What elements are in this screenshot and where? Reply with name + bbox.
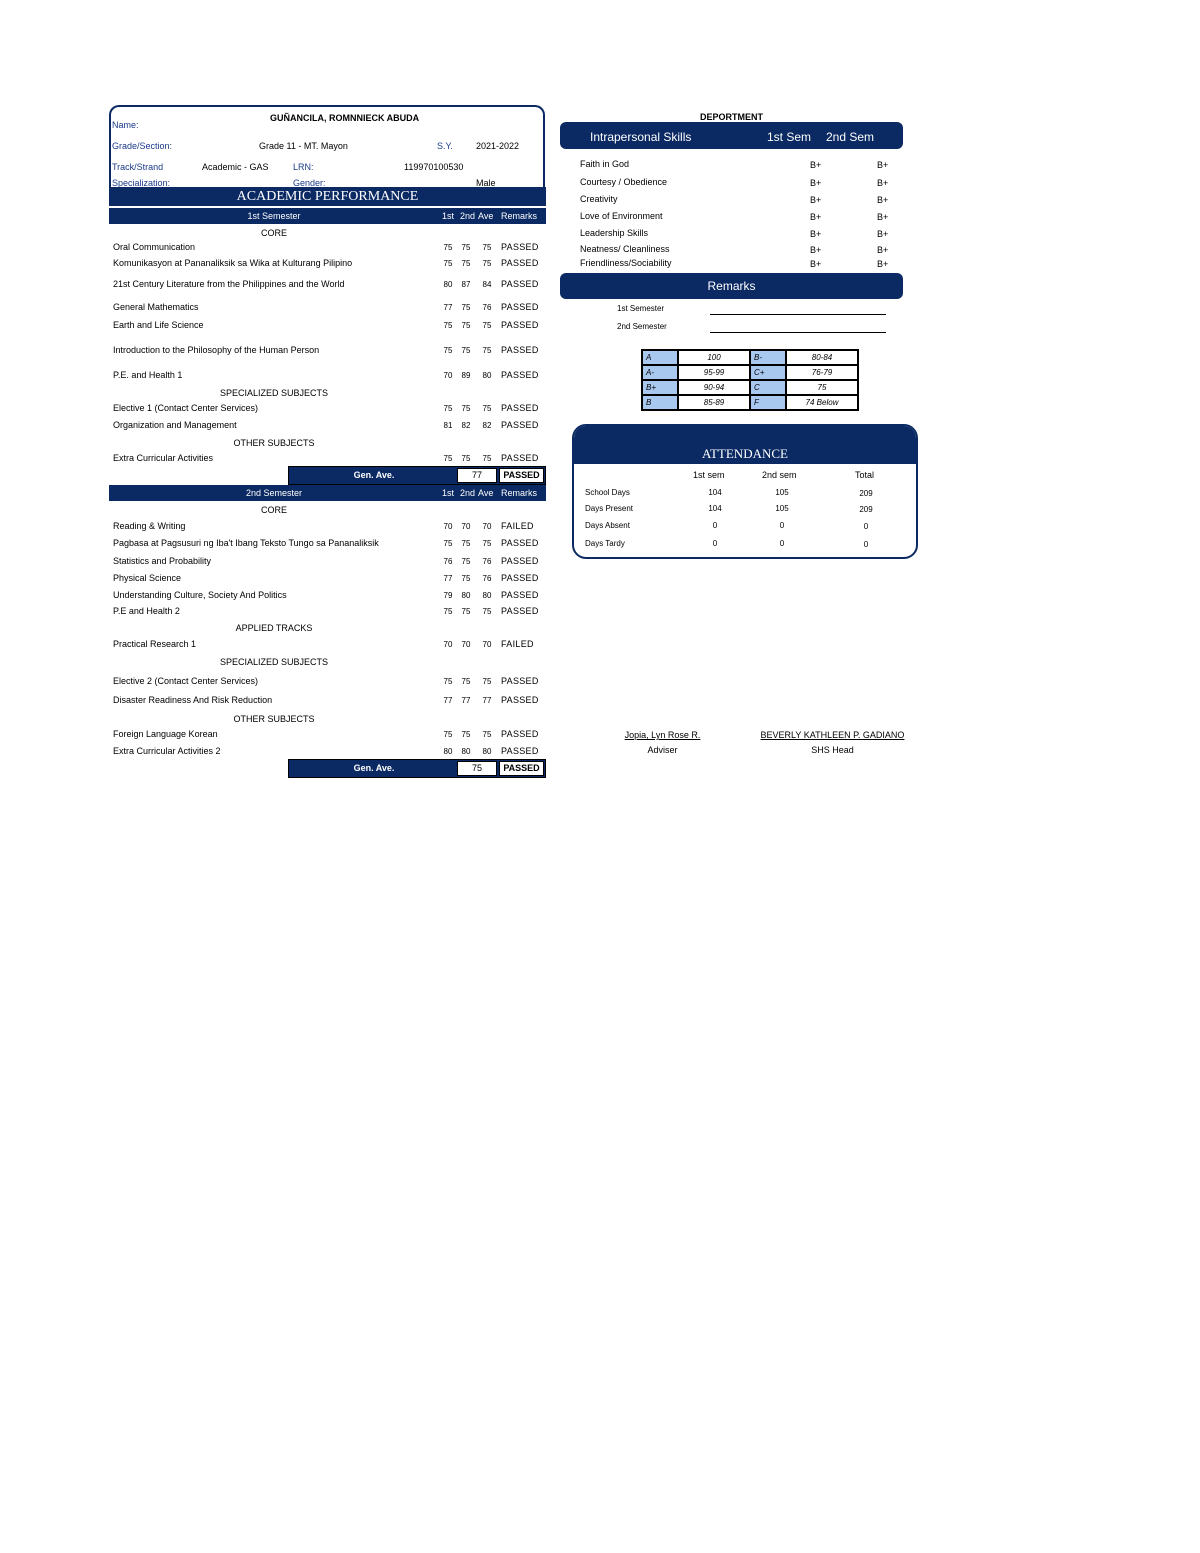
col-2nd: 2nd (460, 488, 476, 498)
subject-row (109, 300, 546, 316)
attendance-row (585, 537, 885, 553)
attendance-sem1: 0 (712, 539, 718, 548)
grade-remarks: PASSED (501, 695, 539, 705)
grade-2nd: 75 (461, 574, 471, 583)
trait-sem2: B+ (877, 229, 889, 239)
trait-sem1: B+ (810, 160, 822, 170)
grade-1st: 75 (443, 404, 453, 413)
remarks-sem1-line (710, 314, 886, 315)
scale-letter: A (642, 350, 678, 365)
sem1-other-label: OTHER SUBJECTS (233, 438, 315, 448)
grade-ave: 75 (482, 607, 492, 616)
scale-letter: A- (642, 365, 678, 380)
grade-remarks: PASSED (501, 320, 539, 330)
specialization-label: Specialization: (112, 178, 171, 187)
subject-name: Elective 2 (Contact Center Services) (113, 676, 259, 686)
grade-1st: 80 (443, 747, 453, 756)
gen-ave-value: 75 (457, 761, 497, 776)
grade-ave: 75 (482, 677, 492, 686)
attendance-row (585, 519, 885, 535)
sem1-core-label: CORE (260, 228, 287, 238)
subject-row (109, 451, 546, 467)
trait-name: Friendliness/Sociability (580, 258, 672, 268)
attendance-label: School Days (585, 488, 630, 497)
grade-ave: 75 (482, 454, 492, 463)
sy-label: S.Y. (437, 141, 453, 151)
grade-2nd: 80 (461, 747, 471, 756)
deportment-header (560, 122, 903, 149)
trait-name: Faith in God (580, 159, 630, 169)
track-label: Track/Strand (112, 162, 164, 172)
trait-sem2: B+ (877, 212, 889, 222)
trait-sem2: B+ (877, 259, 889, 269)
grade-remarks: PASSED (501, 729, 539, 739)
subject-name: Pagbasa at Pagsusuri ng Iba't Ibang Teksto Tungo sa Pananaliksik (113, 538, 379, 548)
grade-1st: 75 (443, 539, 453, 548)
grade-2nd: 75 (461, 259, 471, 268)
sem2-specialized-label: SPECIALIZED SUBJECTS (219, 657, 329, 667)
subject-name: Elective 1 (Contact Center Services) (113, 403, 259, 413)
attendance-sem1: 104 (708, 504, 722, 513)
sem1-specialized-label: SPECIALIZED SUBJECTS (219, 388, 329, 398)
trait-name: Love of Environment (580, 211, 663, 221)
subject-name: General Mathematics (113, 302, 199, 312)
subject-row (109, 674, 546, 690)
sem2-title: 2nd Semester (245, 488, 303, 498)
grade-ave: 80 (482, 591, 492, 600)
lrn-label: LRN: (293, 162, 314, 172)
subject-name: P.E. and Health 1 (113, 370, 183, 380)
deportment-row (580, 209, 900, 225)
subject-row (109, 318, 546, 334)
remarks-header: Remarks (560, 273, 903, 299)
academic-title: ACADEMIC PERFORMANCE (109, 187, 546, 206)
grade-2nd: 75 (461, 607, 471, 616)
grade-1st: 79 (443, 591, 453, 600)
subject-row (109, 744, 546, 760)
deportment-row (580, 175, 900, 191)
attendance-sem1: 104 (708, 488, 722, 497)
attendance-total: 0 (863, 540, 869, 549)
grade-2nd: 80 (461, 591, 471, 600)
grade-1st: 70 (443, 522, 453, 531)
subject-name: Earth and Life Science (113, 320, 204, 330)
grade-2nd: 89 (461, 371, 471, 380)
subject-name: Foreign Language Korean (113, 729, 218, 739)
deportment-col-2nd: 2nd Sem (826, 130, 875, 144)
attendance-sem2: 105 (775, 488, 789, 497)
head-title: SHS Head (811, 745, 854, 755)
grade-remarks: PASSED (501, 370, 539, 380)
subject-name: 21st Century Literature from the Philippines and the World (113, 279, 345, 289)
gen-ave-remarks: PASSED (499, 468, 544, 483)
subject-row (109, 418, 546, 434)
grade-1st: 75 (443, 677, 453, 686)
subject-row (109, 637, 546, 653)
subject-name: Statistics and Probability (113, 556, 212, 566)
sem1-header (109, 208, 546, 224)
scale-letter: B (642, 395, 678, 410)
sem2-gen-ave (288, 759, 546, 778)
attendance-total: 0 (863, 522, 869, 531)
grade-ave: 75 (482, 404, 492, 413)
sem1-title: 1st Semester (247, 211, 301, 221)
grade-remarks: FAILED (501, 639, 534, 649)
sem1-gen-ave (288, 466, 546, 485)
grade-ave: 70 (482, 522, 492, 531)
subject-row (109, 277, 546, 293)
attendance-total: 209 (859, 489, 873, 498)
trait-sem1: B+ (810, 245, 822, 255)
scale-range: 95-99 (678, 365, 750, 380)
gen-ave-value: 77 (457, 468, 497, 483)
grade-ave: 80 (482, 371, 492, 380)
grade-ave: 75 (482, 539, 492, 548)
grade-ave: 75 (482, 259, 492, 268)
col-ave: Ave (478, 488, 494, 498)
scale-row (642, 380, 858, 395)
grade-ave: 82 (482, 421, 492, 430)
gen-ave-label: Gen. Ave. (353, 763, 395, 773)
trait-sem1: B+ (810, 229, 822, 239)
scale-letter: C+ (750, 365, 786, 380)
grade-1st: 76 (443, 557, 453, 566)
col-ave: Ave (478, 211, 494, 221)
remarks-sem1-label: 1st Semester (617, 304, 665, 313)
scale-range: 76-79 (786, 365, 858, 380)
grade-remarks: PASSED (501, 676, 539, 686)
subject-row (109, 604, 546, 620)
subject-row (109, 693, 546, 709)
subject-name: Disaster Readiness And Risk Reduction (113, 695, 273, 705)
grade-remarks: PASSED (501, 403, 539, 413)
grade-ave: 76 (482, 557, 492, 566)
grade-1st: 77 (443, 303, 453, 312)
trait-sem2: B+ (877, 245, 889, 255)
sem2-core-label: CORE (260, 505, 287, 515)
grading-scale-table (641, 349, 859, 411)
trait-sem1: B+ (810, 195, 822, 205)
grade-ave: 84 (482, 280, 492, 289)
trait-sem2: B+ (877, 178, 889, 188)
grade-2nd: 75 (461, 539, 471, 548)
trait-name: Creativity (580, 194, 618, 204)
grade-2nd: 75 (461, 730, 471, 739)
grade-2nd: 87 (461, 280, 471, 289)
subject-row (109, 368, 546, 384)
subject-name: Practical Research 1 (113, 639, 197, 649)
trait-sem2: B+ (877, 160, 889, 170)
attendance-title: ATTENDANCE (702, 446, 788, 461)
school-year: 2021-2022 (476, 141, 520, 151)
attendance-header (574, 426, 916, 464)
subject-row (109, 343, 546, 359)
grade-ave: 77 (482, 696, 492, 705)
trait-name: Leadership Skills (580, 228, 649, 238)
col-1st: 1st (442, 488, 455, 498)
grade-remarks: FAILED (501, 521, 534, 531)
scale-letter: B+ (642, 380, 678, 395)
attendance-label: Days Present (585, 504, 634, 513)
grade-ave: 80 (482, 747, 492, 756)
gen-ave-remarks: PASSED (499, 761, 544, 776)
grade-remarks: PASSED (501, 345, 539, 355)
subject-row (109, 554, 546, 570)
remarks-sem2-label: 2nd Semester (617, 322, 667, 331)
grade-remarks: PASSED (501, 606, 539, 616)
grade-1st: 75 (443, 454, 453, 463)
grade-remarks: PASSED (501, 242, 539, 252)
grade-remarks: PASSED (501, 590, 539, 600)
grade-remarks: PASSED (501, 302, 539, 312)
attendance-col-1st: 1st sem (693, 470, 725, 480)
grade-2nd: 75 (461, 404, 471, 413)
attendance-row (585, 502, 885, 518)
attendance-total: 209 (859, 505, 873, 514)
grade-remarks: PASSED (501, 420, 539, 430)
scale-letter: B- (750, 350, 786, 365)
grade-ave: 75 (482, 243, 492, 252)
grade-remarks: PASSED (501, 453, 539, 463)
grade-2nd: 77 (461, 696, 471, 705)
subject-name: Introduction to the Philosophy of the Human Person (113, 345, 320, 355)
subject-name: Extra Curricular Activities 2 (113, 746, 221, 756)
attendance-label: Days Tardy (585, 539, 625, 548)
sem2-header (109, 485, 546, 501)
grade-ave: 75 (482, 730, 492, 739)
subject-row (109, 240, 546, 256)
grade-remarks: PASSED (501, 746, 539, 756)
grade-section: Grade 11 - MT. Mayon (259, 141, 348, 151)
subject-row (109, 536, 546, 552)
subject-name: Extra Curricular Activities (113, 453, 214, 463)
attendance-col-2nd: 2nd sem (762, 470, 797, 480)
grade-section-label: Grade/Section: (112, 141, 173, 151)
student-name: GUÑANCILA, ROMNNIECK ABUDA (270, 113, 420, 123)
scale-row (642, 365, 858, 380)
grade-2nd: 75 (461, 321, 471, 330)
grade-1st: 75 (443, 259, 453, 268)
attendance-sem2: 0 (779, 539, 785, 548)
grade-1st: 81 (443, 421, 453, 430)
grade-1st: 70 (443, 640, 453, 649)
gender: Male (476, 178, 496, 187)
grade-1st: 75 (443, 243, 453, 252)
grade-1st: 77 (443, 574, 453, 583)
scale-range: 74 Below (786, 395, 858, 410)
grade-1st: 75 (443, 730, 453, 739)
col-2nd: 2nd (460, 211, 476, 221)
subject-row (109, 588, 546, 604)
gen-ave-label: Gen. Ave. (353, 470, 395, 480)
remarks-sem2-line (710, 332, 886, 333)
trait-sem2: B+ (877, 195, 889, 205)
grade-ave: 75 (482, 321, 492, 330)
grade-1st: 75 (443, 321, 453, 330)
grade-ave: 76 (482, 574, 492, 583)
trait-sem1: B+ (810, 212, 822, 222)
trait-sem1: B+ (810, 259, 822, 269)
track: Academic - GAS (202, 162, 269, 172)
adviser-name: Jopia, Lyn Rose R. (624, 730, 701, 740)
attendance-col-total: Total (855, 470, 875, 480)
grade-1st: 75 (443, 607, 453, 616)
scale-range: 75 (786, 380, 858, 395)
grade-remarks: PASSED (501, 556, 539, 566)
lrn: 119970100530 (404, 162, 464, 172)
attendance-label: Days Absent (585, 521, 630, 530)
trait-name: Neatness/ Cleanliness (580, 244, 670, 254)
sem2-other-label: OTHER SUBJECTS (233, 714, 315, 724)
grade-2nd: 70 (461, 640, 471, 649)
subject-name: Organization and Management (113, 420, 237, 430)
attendance-sem1: 0 (712, 521, 718, 530)
scale-range: 100 (678, 350, 750, 365)
subject-row (109, 519, 546, 535)
grade-1st: 77 (443, 696, 453, 705)
grade-1st: 80 (443, 280, 453, 289)
grade-2nd: 75 (461, 557, 471, 566)
col-remarks: Remarks (501, 488, 538, 498)
deportment-row (580, 157, 900, 173)
grade-remarks: PASSED (501, 279, 539, 289)
sem2-applied-label: APPLIED TRACKS (235, 623, 313, 633)
attendance-row (585, 486, 885, 502)
subject-name: Oral Communication (113, 242, 196, 252)
scale-letter: C (750, 380, 786, 395)
scale-letter: F (750, 395, 786, 410)
adviser-title: Adviser (647, 745, 678, 755)
subject-name: Understanding Culture, Society And Politics (113, 590, 287, 600)
deportment-row (580, 192, 900, 208)
name-label: Name: (112, 120, 139, 130)
subject-row (109, 727, 546, 743)
grade-2nd: 75 (461, 677, 471, 686)
trait-name: Courtesy / Obedience (580, 177, 668, 187)
subject-row (109, 256, 546, 272)
scale-row (642, 395, 858, 410)
deportment-title: DEPORTMENT (700, 112, 763, 122)
gender-label: Gender: (293, 178, 326, 187)
trait-sem1: B+ (810, 178, 822, 188)
subject-name: P.E and Health 2 (113, 606, 180, 616)
grade-2nd: 70 (461, 522, 471, 531)
grade-2nd: 75 (461, 303, 471, 312)
col-remarks: Remarks (501, 211, 538, 221)
grade-1st: 75 (443, 346, 453, 355)
grade-ave: 76 (482, 303, 492, 312)
grade-2nd: 75 (461, 346, 471, 355)
grade-2nd: 82 (461, 421, 471, 430)
deportment-col-1st: 1st Sem (767, 130, 812, 144)
grade-2nd: 75 (461, 243, 471, 252)
scale-range: 85-89 (678, 395, 750, 410)
scale-row (642, 350, 858, 365)
attendance-sem2: 105 (775, 504, 789, 513)
grade-ave: 70 (482, 640, 492, 649)
subject-name: Komunikasyon at Pananaliksik sa Wika at Kulturang Pilipino (113, 258, 353, 268)
deportment-row (580, 226, 900, 242)
grade-remarks: PASSED (501, 258, 539, 268)
deportment-header-label: Intrapersonal Skills (590, 130, 692, 144)
head-name: BEVERLY KATHLEEN P. GADIANO (760, 730, 905, 740)
subject-row (109, 401, 546, 417)
scale-range: 90-94 (678, 380, 750, 395)
scale-range: 80-84 (786, 350, 858, 365)
subject-name: Physical Science (113, 573, 182, 583)
col-1st: 1st (442, 211, 455, 221)
deportment-row (580, 256, 900, 272)
grade-remarks: PASSED (501, 538, 539, 548)
grade-2nd: 75 (461, 454, 471, 463)
attendance-sem2: 0 (779, 521, 785, 530)
subject-name: Reading & Writing (113, 521, 186, 531)
subject-row (109, 571, 546, 587)
grade-ave: 75 (482, 346, 492, 355)
grade-1st: 70 (443, 371, 453, 380)
grade-remarks: PASSED (501, 573, 539, 583)
